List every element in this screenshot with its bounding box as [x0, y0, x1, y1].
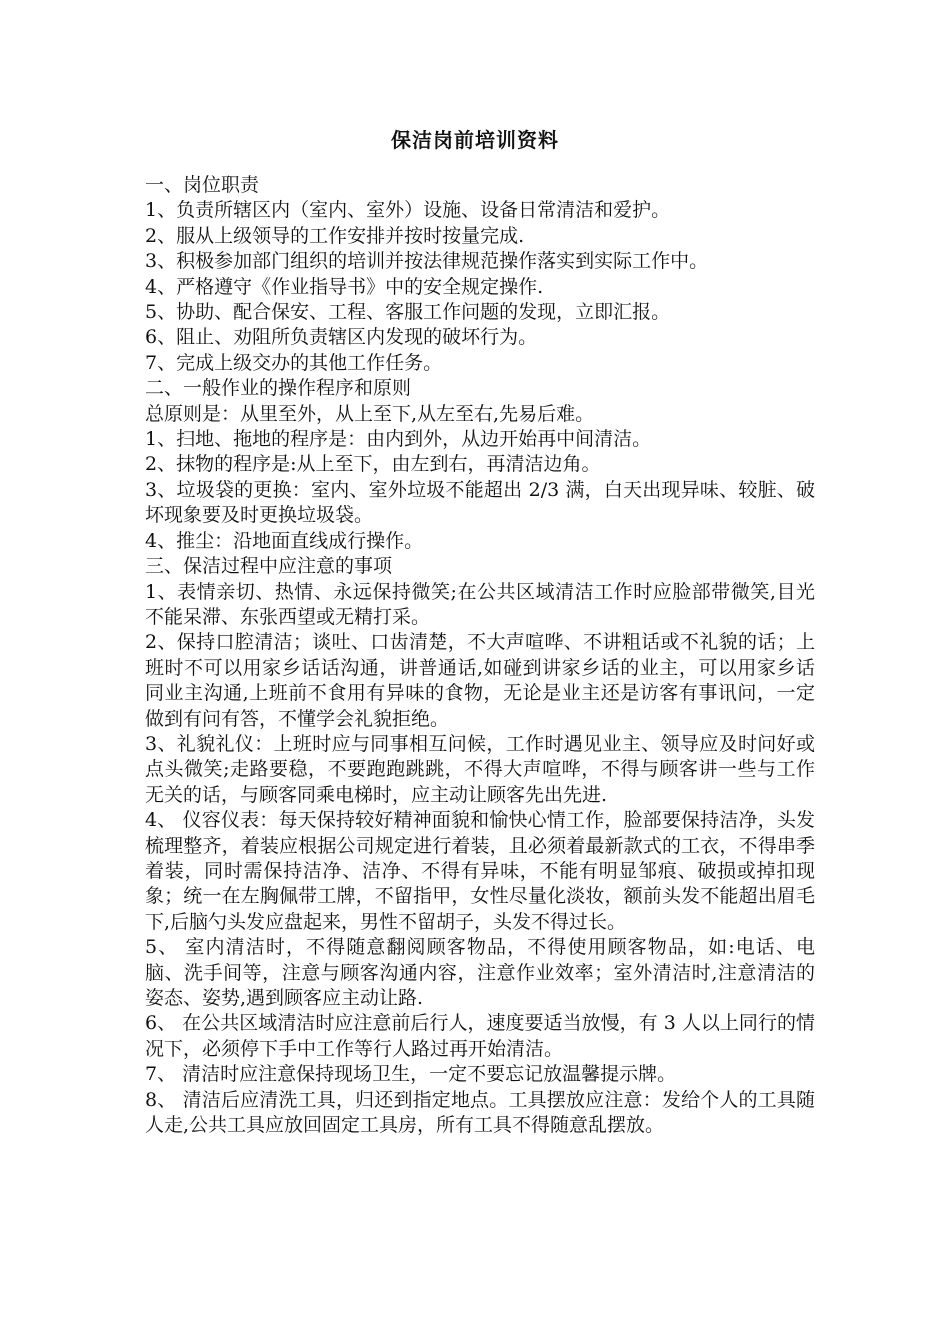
duty-item-5: 5、协助、配合保安、工程、客服工作问题的发现，立即汇报。	[145, 301, 671, 324]
duty-item-3: 3、积极参加部门组织的培训并按法律规范操作落实到实际工作中。	[145, 250, 709, 273]
general-principle: 总原则是：从里至外，从上至下,从左至右,先易后难。	[145, 402, 595, 425]
duty-item-1: 1、负责所辖区内（室内、室外）设施、设备日常清洁和爱护。	[145, 199, 671, 222]
precaution-item-1: 1、表情亲切、热情、永远保持微笑;在公共区域清洁工作时应脸部带微笑,目光不能呆滞、东张西望或无精打采。	[145, 580, 815, 628]
duty-item-2: 2、服从上级领导的工作安排并按时按量完成.	[145, 224, 525, 247]
procedure-item-2: 2、抹物的程序是:从上至下，由左到右，再清洁边角。	[145, 453, 601, 476]
duty-item-7: 7、完成上级交办的其他工作任务。	[145, 351, 443, 374]
precaution-item-6: 6、 在公共区域清洁时应注意前后行人，速度要适当放慢，有 3 人以上同行的情况下，必须停下手中工作等行人路过再开始清洁。	[145, 1012, 815, 1060]
document-title: 保洁岗前培训资料	[391, 128, 559, 152]
precaution-item-4: 4、 仪容仪表：每天保持较好精神面貌和愉快心情工作，脸部要保持洁净，头发梳理整齐，着装应根据公司规定进行着装，且必须着最新款式的工衣，不得串季着装，同时需保持洁净、洁净、不得有异味，不能有明显邹痕、破损或掉扣现象；统一在左胸佩带工牌，不留指甲，女性尽量化淡妆，额前头发不能超出眉毛下,后脑勺头发应盘起来，男性不留胡子，头发不得过长。	[145, 809, 815, 933]
procedure-item-4: 4、推尘：沿地面直线成行操作。	[145, 529, 424, 552]
precaution-item-7: 7、 清洁时应注意保持现场卫生，一定不要忘记放温馨提示牌。	[145, 1063, 677, 1086]
precaution-item-5: 5、 室内清洁时，不得随意翻阅顾客物品，不得使用顾客物品，如:电话、电脑、洗手间等，注意与顾客沟通内容，注意作业效率；室外清洁时,注意清洁的姿态、姿势,遇到顾客应主动让路.	[145, 936, 816, 1009]
procedure-item-3: 3、垃圾袋的更换：室内、室外垃圾不能超出 2/3 满，白天出现异味、较脏、破坏现象要及时更换垃圾袋。	[145, 478, 815, 527]
duty-item-6: 6、阻止、劝阻所负责辖区内发现的破坏行为。	[145, 326, 538, 349]
precaution-item-3: 3、礼貌礼仪：上班时应与同事相互问候，工作时遇见业主、领导应及时问好或点头微笑;走路要稳，不要跑跑跳跳，不得大声喧哗，不得与顾客讲一些与工作无关的话，与顾客同乘电梯时，应主动让顾客先出先进.	[145, 732, 815, 806]
precaution-item-2: 2、保持口腔清洁；谈吐、口齿清楚，不大声喧哗、不讲粗话或不礼貌的话；上班时不可以用家乡话话沟通，讲普通话,如碰到讲家乡话的业主，可以用家乡话同业主沟通,上班前不食用有异味的食物，无论是业主还是访客有事讯问，一定做到有问有答，不懂学会礼貌拒绝。	[145, 631, 815, 730]
section-heading-duties: 一、岗位职责	[145, 174, 260, 196]
document-body	[145, 173, 815, 1138]
precaution-item-8: 8、 清洁后应清洗工具，归还到指定地点。工具摆放应注意：发给个人的工具随人走,公共工具应放回固定工具房，所有工具不得随意乱摆放。	[145, 1088, 815, 1137]
procedure-item-1: 1、扫地、拖地的程序是：由内到外，从边开始再中间清洁。	[145, 428, 652, 451]
duty-item-4: 4、严格遵守《作业指导书》中的安全规定操作.	[145, 275, 544, 298]
section-heading-procedures: 二、一般作业的操作程序和原则	[145, 377, 412, 400]
section-heading-precautions: 三、保洁过程中应注意的事项	[145, 555, 393, 578]
